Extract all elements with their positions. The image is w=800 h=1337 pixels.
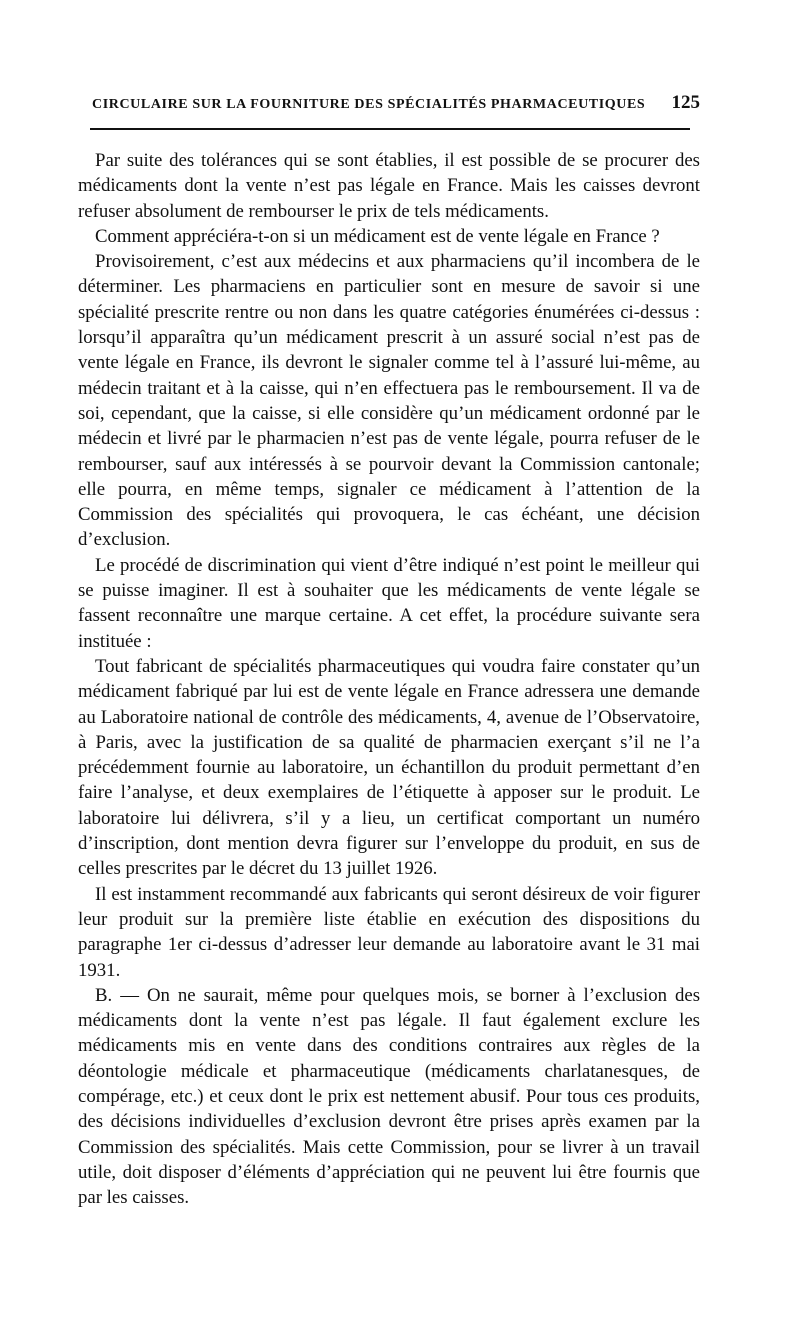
paragraph: B. — On ne saurait, même pour quelques mois, se borner à l’exclusion des médicaments dont la vente n’est pas légale. Il faut également exclure les médicaments mis en vente dans des conditions contraires aux règles de la déontologie médicale et pharmaceutique (médicaments charlatanesques, de compérage, etc.) et ceux dont le prix est nettement abusif. Pour tous ces produits, des décisions individuelles d’exclusion devront être prises après examen par la Commission des spécialités. Mais cette Commission, pour se livrer à un travail utile, doit disposer d’éléments d’appréciation qui ne peuvent lui être fournis que par les caisses. — [78, 984, 700, 1209]
page-header — [78, 88, 700, 118]
paragraph: Tout fabricant de spécialités pharmaceutiques qui voudra faire constater qu’un médicament fabriqué par lui est de vente légale en France adressera une demande au Laboratoire national de contrôle des médicaments, 4, avenue de l’Observatoire, à Paris, avec la justification de sa qualité de pharmacien exerçant s’il ne l’a précédemment fournie au laboratoire, un échantillon du produit permettant d’en faire l’analyse, et deux exemplaires de l’étiquette à apposer sur le produit. Le laboratoire lui délivrera, s’il y a lieu, un certificat comportant un numéro d’inscription, dont mention devra figurer sur l’enveloppe du produit, en sus de celles prescrites par le décret du 13 juillet 1926. — [78, 655, 700, 880]
page-number: 125 — [671, 92, 700, 113]
paragraph: Provisoirement, c’est aux médecins et aux pharmaciens qu’il incombera de le déterminer. Les pharmaciens en particulier sont en mesure de savoir si une spécialité prescrite rentre ou non dans les quatre catégories énumérées ci-dessus : lorsqu’il apparaîtra qu’un médicament prescrit à un assuré social n’est pas de vente légale en France, ils devront le signaler comme tel à l’assuré lui-même, au médecin traitant et à la caisse, qui n’en effectuera pas le remboursement. Il va de soi, cependant, que la caisse, si elle considère qu’un médicament ordonné par le médecin et livré par le pharmacien n’est pas de vente légale, pourra refuser de le rembourser, sauf aux intéressés à se pourvoir devant la Commission cantonale; elle pourra, en même temps, signaler ce médicament à l’attention de la Commission des spécialités qui provoquera, le cas échéant, une décision d’exclusion. — [78, 251, 700, 551]
paragraph: Le procédé de discrimination qui vient d’être indiqué n’est point le meilleur qui se puisse imaginer. Il est à souhaiter que les médicaments de vente légale se fassent reconnaître une marque certaine. A cet effet, la procédure suivante sera instituée : — [78, 554, 700, 652]
paragraph: Par suite des tolérances qui se sont établies, il est possible de se procurer des médicaments dont la vente n’est pas légale en France. Mais les caisses devront refuser absolument de rembourser le prix de tels médicaments. — [78, 150, 700, 222]
document-page — [78, 88, 700, 1210]
paragraph: Il est instamment recommandé aux fabricants qui seront désireux de voir figurer leur produit sur la première liste établie en exécution des dispositions du paragraphe 1er ci-dessus d’adresser leur demande au laboratoire avant le 31 mai 1931. — [78, 883, 700, 981]
running-title: CIRCULAIRE SUR LA FOURNITURE DES SPÉCIALITÉS PHARMACEUTIQUES — [92, 97, 646, 112]
header-rule — [90, 128, 690, 130]
document-body — [78, 148, 700, 1210]
paragraph: Comment appréciéra-t-on si un médicament est de vente légale en France ? — [95, 225, 660, 247]
